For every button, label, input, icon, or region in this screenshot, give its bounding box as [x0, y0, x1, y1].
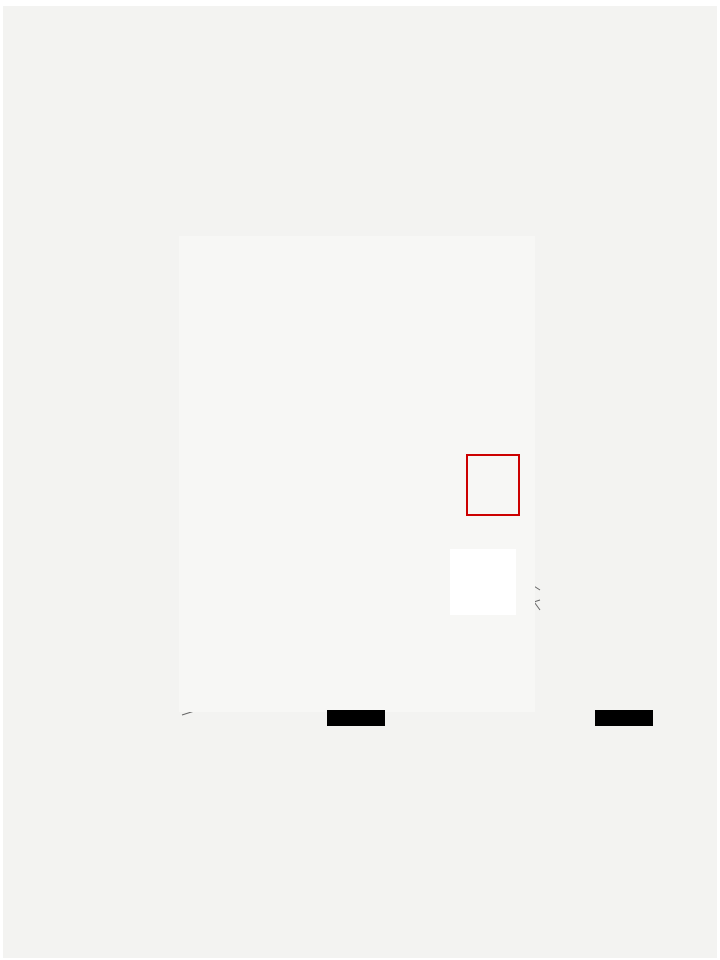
center-info-panel	[179, 236, 535, 712]
triet-tag	[327, 710, 385, 726]
tuan-tag	[595, 710, 653, 726]
qr-code-icon[interactable]	[450, 549, 516, 615]
red-seal-stamp	[466, 454, 520, 516]
